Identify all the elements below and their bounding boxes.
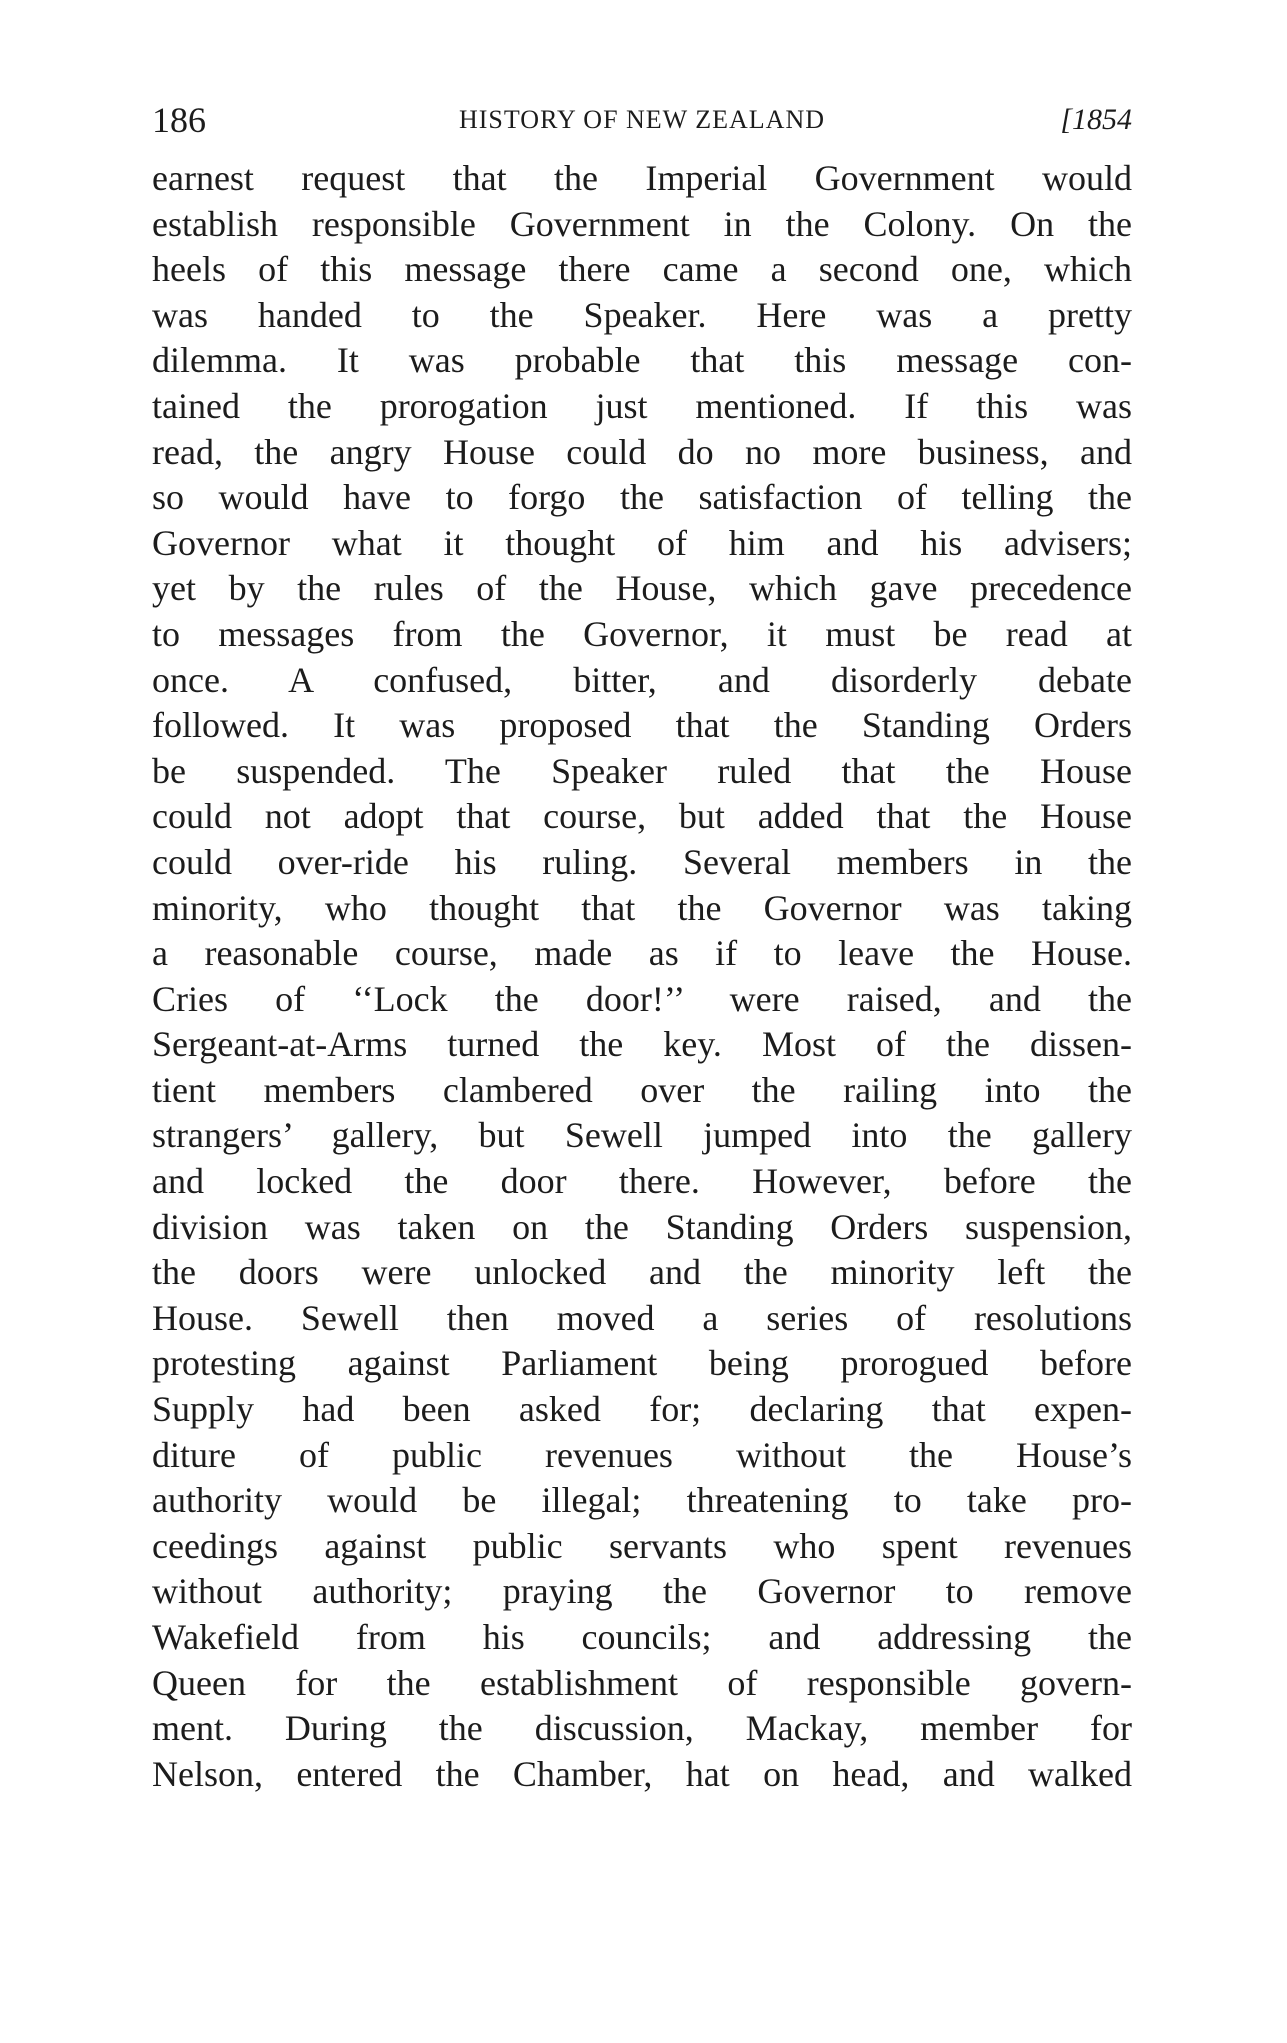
text-line: Governor what it thought of him and his advisers; — [152, 522, 1132, 563]
text-line: a reasonable course, made as if to leave the House. — [152, 933, 1132, 974]
text-line: division was taken on the Standing Orders suspension, — [152, 1206, 1132, 1247]
running-year: [1854 — [1060, 103, 1132, 136]
text-line: be suspended. The Speaker ruled that the House — [152, 750, 1132, 791]
text-line: tient members clambered over the railing into the — [152, 1069, 1132, 1110]
text-line: Cries of ‘‘Lock the door!’’ were raised, and the — [152, 978, 1132, 1019]
text-line: yet by the rules of the House, which gave precedence — [152, 568, 1132, 609]
text-line: Sergeant-at-Arms turned the key. Most of the dissen- — [152, 1024, 1132, 1065]
text-line: and locked the door there. However, before the — [152, 1161, 1132, 1202]
page-number: 186 — [152, 100, 206, 140]
book-page — [152, 92, 1132, 1797]
text-line: followed. It was proposed that the Standing Orders — [152, 705, 1132, 746]
text-line: the doors were unlocked and the minority left the — [152, 1252, 1132, 1293]
text-line: earnest request that the Imperial Government would — [152, 158, 1132, 198]
text-line: read, the angry House could do no more business, and — [152, 431, 1132, 472]
text-line: protesting against Parliament being prorogued before — [152, 1343, 1132, 1384]
running-title: HISTORY OF NEW ZEALAND — [458, 105, 826, 134]
text-line: establish responsible Government in the Colony. On the — [152, 203, 1132, 244]
text-line: minority, who thought that the Governor was taking — [152, 887, 1132, 928]
text-line: Queen for the establishment of responsible govern- — [152, 1662, 1132, 1703]
text-line: strangers’ gallery, but Sewell jumped into the gallery — [152, 1115, 1132, 1156]
text-line: tained the prorogation just mentioned. If this was — [152, 385, 1132, 426]
text-line: authority would be illegal; threatening to take pro- — [152, 1480, 1132, 1521]
text-line: was handed to the Speaker. Here was a pretty — [152, 294, 1132, 335]
text-line: to messages from the Governor, it must be read at — [152, 613, 1132, 654]
text-line: once. A confused, bitter, and disorderly debate — [152, 659, 1132, 700]
body-text — [152, 156, 1132, 1797]
text-line: so would have to forgo the satisfaction of telling the — [152, 477, 1132, 518]
text-line: ment. During the discussion, Mackay, member for — [152, 1708, 1132, 1749]
text-line: Supply had been asked for; declaring that expen- — [152, 1389, 1132, 1430]
text-line: House. Sewell then moved a series of resolutions — [152, 1297, 1132, 1338]
text-line: Wakefield from his councils; and addressing the — [152, 1617, 1132, 1657]
text-line: without authority; praying the Governor to remove — [152, 1571, 1132, 1612]
text-line: could not adopt that course, but added that the House — [152, 796, 1132, 837]
text-line: ceedings against public servants who spent revenues — [152, 1525, 1132, 1566]
text-line: Nelson, entered the Chamber, hat on head, and walked — [152, 1753, 1132, 1794]
text-line: dilemma. It was probable that this message con- — [152, 340, 1132, 381]
text-line: could over-ride his ruling. Several members in the — [152, 841, 1132, 882]
text-line: diture of public revenues without the House’s — [152, 1434, 1132, 1475]
text-line: heels of this message there came a second one, which — [152, 249, 1132, 290]
running-head — [152, 92, 1132, 148]
